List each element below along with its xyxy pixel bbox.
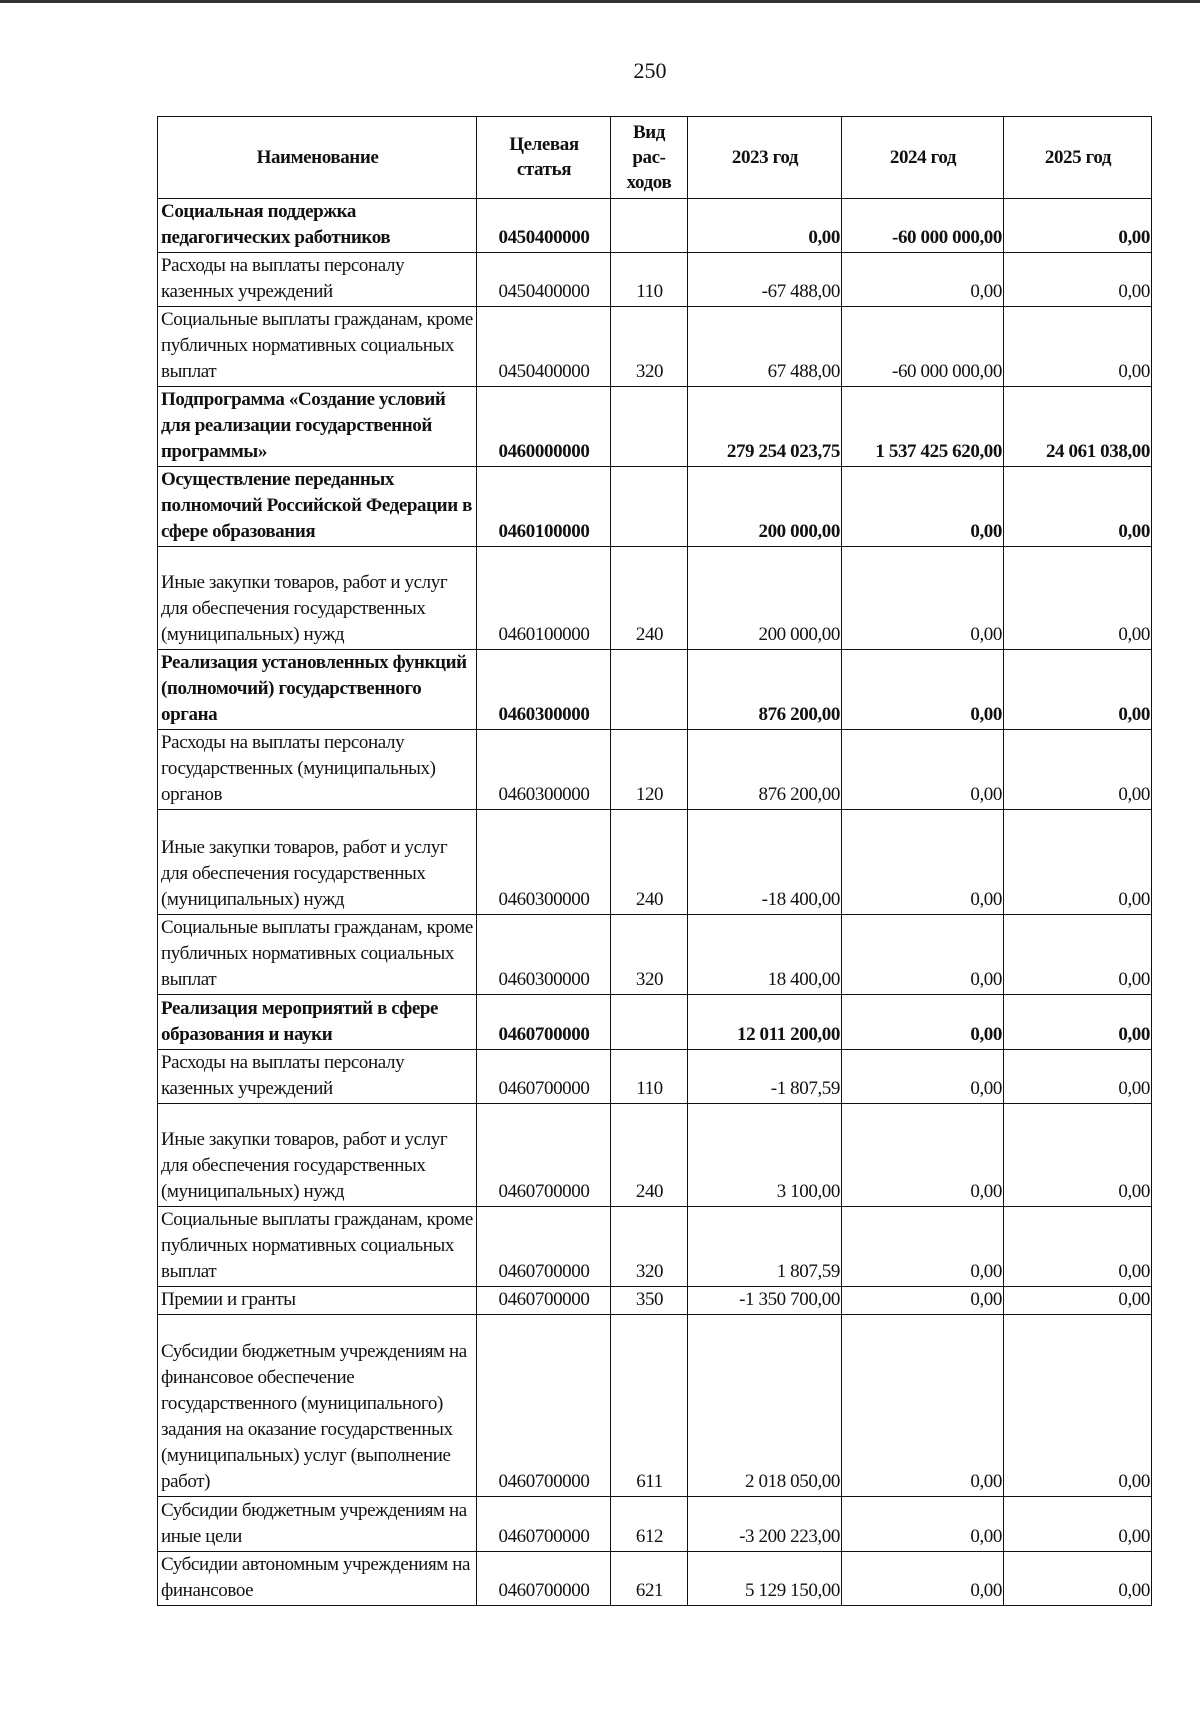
cell-code: 0460700000 (477, 1287, 611, 1315)
cell-y2025: 0,00 (1004, 1207, 1152, 1287)
cell-name: Субсидии бюджетным учреждениям на иные цели (158, 1497, 477, 1552)
cell-kind: 110 (611, 1050, 688, 1104)
cell-code: 0460100000 (477, 547, 611, 650)
cell-code: 0460700000 (477, 1207, 611, 1287)
cell-kind: 612 (611, 1497, 688, 1552)
cell-name: Расходы на выплаты персоналу казенных учреждений (158, 253, 477, 307)
cell-y2025: 0,00 (1004, 730, 1152, 810)
cell-y2023: 1 807,59 (688, 1207, 842, 1287)
cell-name: Расходы на выплаты персоналу казенных учреждений (158, 1050, 477, 1104)
cell-code: 0460300000 (477, 810, 611, 915)
cell-y2024: 0,00 (842, 650, 1004, 730)
cell-y2024: 0,00 (842, 467, 1004, 547)
cell-code: 0460300000 (477, 730, 611, 810)
cell-y2025: 0,00 (1004, 547, 1152, 650)
cell-code: 0450400000 (477, 307, 611, 387)
cell-kind: 320 (611, 915, 688, 995)
cell-kind: 320 (611, 307, 688, 387)
cell-name: Социальные выплаты гражданам, кроме публичных нормативных социальных выплат (158, 1207, 477, 1287)
cell-y2024: 0,00 (842, 1050, 1004, 1104)
cell-y2024: 0,00 (842, 1315, 1004, 1497)
cell-y2024: 0,00 (842, 730, 1004, 810)
cell-y2024: 0,00 (842, 1287, 1004, 1315)
cell-y2025: 0,00 (1004, 253, 1152, 307)
table-row (158, 1552, 1152, 1606)
cell-kind (611, 387, 688, 467)
cell-kind: 240 (611, 547, 688, 650)
cell-y2023: 0,00 (688, 199, 842, 253)
table-row (158, 1287, 1152, 1315)
cell-y2023: 279 254 023,75 (688, 387, 842, 467)
cell-kind (611, 467, 688, 547)
cell-y2024: 0,00 (842, 1552, 1004, 1606)
table-row (158, 995, 1152, 1050)
cell-y2024: 0,00 (842, 547, 1004, 650)
cell-name: Субсидии автономным учреждениям на финансовое (158, 1552, 477, 1606)
cell-y2025: 0,00 (1004, 1315, 1152, 1497)
cell-name: Социальные выплаты гражданам, кроме публичных нормативных социальных выплат (158, 915, 477, 995)
table-row (158, 1207, 1152, 1287)
page-number: 250 (633, 58, 667, 83)
cell-kind: 240 (611, 1104, 688, 1207)
cell-y2025: 0,00 (1004, 1287, 1152, 1315)
scan-edge-line (0, 0, 1200, 3)
cell-y2024: 1 537 425 620,00 (842, 387, 1004, 467)
cell-y2025: 0,00 (1004, 1050, 1152, 1104)
cell-y2024: 0,00 (842, 915, 1004, 995)
table-row (158, 307, 1152, 387)
budget-table (157, 116, 1152, 1606)
cell-y2025: 0,00 (1004, 650, 1152, 730)
cell-y2023: -1 350 700,00 (688, 1287, 842, 1315)
header-name: Наименование (158, 117, 477, 199)
cell-code: 0460700000 (477, 1552, 611, 1606)
cell-kind: 120 (611, 730, 688, 810)
cell-kind (611, 199, 688, 253)
header-2023: 2023 год (688, 117, 842, 199)
cell-y2025: 0,00 (1004, 915, 1152, 995)
cell-y2023: 12 011 200,00 (688, 995, 842, 1050)
cell-name: Социальная поддержка педагогических работников (158, 199, 477, 253)
cell-code: 0460700000 (477, 995, 611, 1050)
cell-y2024: 0,00 (842, 1104, 1004, 1207)
cell-y2023: 5 129 150,00 (688, 1552, 842, 1606)
header-kind: Вид рас-ходов (611, 117, 688, 199)
cell-kind: 320 (611, 1207, 688, 1287)
cell-y2025: 0,00 (1004, 1497, 1152, 1552)
cell-name: Иные закупки товаров, работ и услуг для обеспечения государственных (муниципальных) нужд (158, 810, 477, 915)
cell-y2024: 0,00 (842, 253, 1004, 307)
cell-y2024: -60 000 000,00 (842, 307, 1004, 387)
cell-kind: 350 (611, 1287, 688, 1315)
cell-y2023: 876 200,00 (688, 730, 842, 810)
cell-name: Иные закупки товаров, работ и услуг для обеспечения государственных (муниципальных) нужд (158, 1104, 477, 1207)
cell-name: Премии и гранты (158, 1287, 477, 1315)
cell-y2024: 0,00 (842, 810, 1004, 915)
header-2025: 2025 год (1004, 117, 1152, 199)
cell-code: 0450400000 (477, 253, 611, 307)
cell-code: 0460700000 (477, 1104, 611, 1207)
table-row (158, 1050, 1152, 1104)
cell-y2023: 67 488,00 (688, 307, 842, 387)
cell-kind (611, 995, 688, 1050)
table-header-row (158, 117, 1152, 199)
cell-y2024: -60 000 000,00 (842, 199, 1004, 253)
cell-y2025: 0,00 (1004, 1104, 1152, 1207)
cell-name: Реализация установленных функций (полномочий) государственного органа (158, 650, 477, 730)
cell-y2023: 2 018 050,00 (688, 1315, 842, 1497)
cell-name: Осуществление переданных полномочий Российской Федерации в сфере образования (158, 467, 477, 547)
cell-y2023: -18 400,00 (688, 810, 842, 915)
cell-kind: 240 (611, 810, 688, 915)
cell-kind (611, 650, 688, 730)
cell-y2024: 0,00 (842, 995, 1004, 1050)
table-row (158, 915, 1152, 995)
table-row (158, 1315, 1152, 1497)
cell-y2025: 0,00 (1004, 995, 1152, 1050)
cell-name: Расходы на выплаты персоналу государственных (муниципальных) органов (158, 730, 477, 810)
cell-name: Субсидии бюджетным учреждениям на финансовое обеспечение государственного (муниципального) задания на оказание государственных (муниципальных) услуг (выполнение работ) (158, 1315, 477, 1497)
cell-y2023: 876 200,00 (688, 650, 842, 730)
cell-kind: 110 (611, 253, 688, 307)
header-target: Целевая статья (477, 117, 611, 199)
cell-code: 0460300000 (477, 915, 611, 995)
cell-y2023: -1 807,59 (688, 1050, 842, 1104)
cell-code: 0460700000 (477, 1315, 611, 1497)
cell-y2025: 0,00 (1004, 810, 1152, 915)
cell-y2025: 0,00 (1004, 307, 1152, 387)
cell-y2025: 0,00 (1004, 467, 1152, 547)
cell-kind: 621 (611, 1552, 688, 1606)
table-row (158, 810, 1152, 915)
table-row (158, 650, 1152, 730)
table-row (158, 1104, 1152, 1207)
header-2024: 2024 год (842, 117, 1004, 199)
table-row (158, 387, 1152, 467)
cell-code: 0460700000 (477, 1497, 611, 1552)
cell-name: Социальные выплаты гражданам, кроме публичных нормативных социальных выплат (158, 307, 477, 387)
cell-code: 0460300000 (477, 650, 611, 730)
cell-code: 0460000000 (477, 387, 611, 467)
cell-y2023: -3 200 223,00 (688, 1497, 842, 1552)
cell-y2025: 0,00 (1004, 199, 1152, 253)
cell-name: Подпрограмма «Создание условий для реализации государственной программы» (158, 387, 477, 467)
cell-code: 0460700000 (477, 1050, 611, 1104)
cell-y2025: 24 061 038,00 (1004, 387, 1152, 467)
cell-y2023: -67 488,00 (688, 253, 842, 307)
cell-y2024: 0,00 (842, 1497, 1004, 1552)
table-row (158, 467, 1152, 547)
cell-y2024: 0,00 (842, 1207, 1004, 1287)
cell-name: Реализация мероприятий в сфере образования и науки (158, 995, 477, 1050)
table-row (158, 730, 1152, 810)
cell-y2023: 18 400,00 (688, 915, 842, 995)
table-row (158, 547, 1152, 650)
cell-y2023: 3 100,00 (688, 1104, 842, 1207)
table-row (158, 199, 1152, 253)
cell-code: 0450400000 (477, 199, 611, 253)
cell-code: 0460100000 (477, 467, 611, 547)
cell-y2023: 200 000,00 (688, 547, 842, 650)
cell-y2025: 0,00 (1004, 1552, 1152, 1606)
cell-name: Иные закупки товаров, работ и услуг для обеспечения государственных (муниципальных) нужд (158, 547, 477, 650)
cell-y2023: 200 000,00 (688, 467, 842, 547)
table-row (158, 1497, 1152, 1552)
table-row (158, 253, 1152, 307)
cell-kind: 611 (611, 1315, 688, 1497)
